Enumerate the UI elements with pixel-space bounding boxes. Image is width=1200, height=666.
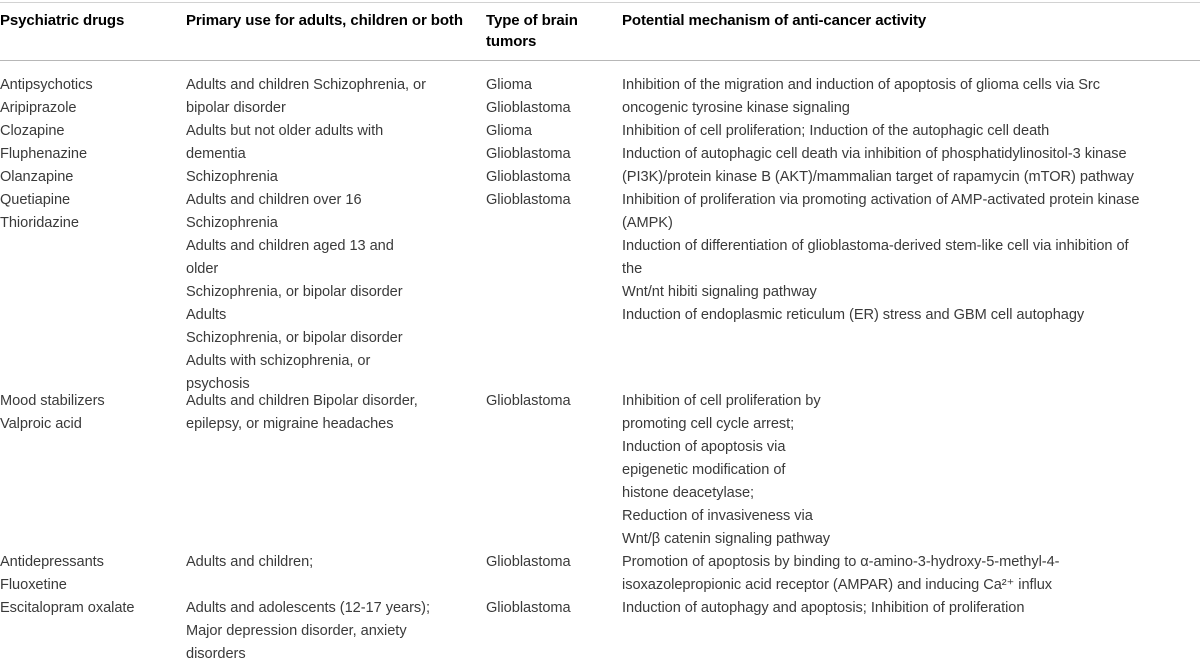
mechanism-line: Inhibition of proliferation via promoting activation of AMP-activated protein kinase [622,192,1140,208]
primary-use-line: epilepsy, or migraine headaches [186,416,394,432]
mechanism-line: promoting cell cycle arrest; [622,416,795,432]
mechanism-line: Induction of autophagic cell death via inhibition of phosphatidylinositol-3 kinase [622,146,1127,162]
primary-use-line: older [186,261,219,277]
header-line: Primary use for adults, children or both [186,12,463,29]
drug-name: Olanzapine [0,169,74,185]
primary-use-line: Major depression disorder, anxiety [186,623,407,639]
drug-name: Antipsychotics [0,77,93,93]
mechanism-line: epigenetic modification of [622,462,786,478]
primary-use-line: Adults and children Schizophrenia, or [186,77,426,93]
primary-use-line: Adults with schizophrenia, or [186,353,371,369]
primary-use-line: bipolar disorder [186,100,286,116]
header-line: Type of brain tumors [486,12,578,50]
primary-use-line: Adults and children; [186,554,314,570]
primary-use-line: Schizophrenia, or bipolar disorder [186,284,403,300]
tumor-type: Glioblastoma [486,169,571,185]
primary-use-line: Schizophrenia [186,215,278,231]
table-header-row [0,10,1200,58]
mechanism-line: isoxazolepropionic acid receptor (AMPAR) and inducing Ca²⁺ influx [622,577,1053,593]
drug-name: Thioridazine [0,215,79,231]
mechanism-line: Promotion of apoptosis by binding to α-amino-3-hydroxy-5-methyl-4- [622,554,1060,570]
primary-use-line: dementia [186,146,246,162]
drug-name: Escitalopram oxalate [0,600,135,616]
drug-name: Clozapine [0,123,65,139]
column-header-tumor-type [486,10,620,52]
mechanism-line: Reduction of invasiveness via [622,508,813,524]
mechanism-line: the [622,261,643,277]
drug-names-cell-mood-stabilizers [0,390,184,436]
drug-names-cell-antipsychotics [0,74,184,235]
column-header-mechanism [622,10,1200,31]
mechanism-line: Induction of differentiation of glioblastoma-derived stem-like cell via inhibition of [622,238,1129,254]
drug-name: Aripiprazole [0,100,77,116]
tumor-type: Glioblastoma [486,192,571,208]
primary-use-cell-antipsychotics [186,74,482,396]
tumor-type-cell-antipsychotics [486,74,620,212]
mechanism-cell-antidepressants [622,551,1200,620]
drug-name: Antidepressants [0,554,104,570]
mechanism-line: Induction of endoplasmic reticulum (ER) stress and GBM cell autophagy [622,307,1085,323]
mechanism-line: Inhibition of cell proliferation; Induction of the autophagic cell death [622,123,1050,139]
column-header-psychiatric-drugs [0,10,184,31]
primary-use-line: Schizophrenia, or bipolar disorder [186,330,403,346]
mechanism-line: (AMPK) [622,215,673,231]
primary-use-line: Adults and children aged 13 and [186,238,394,254]
primary-use-cell-mood-stabilizers [186,390,482,436]
mechanism-cell-mood-stabilizers [622,390,1200,551]
tumor-type: Glioblastoma [486,393,571,409]
tumor-type: Glioblastoma [486,146,571,162]
tumor-type-cell-antidepressants [486,551,620,620]
mechanism-line: Inhibition of the migration and induction of apoptosis of glioma cells via Src [622,77,1100,93]
tumor-type: Glioma [486,123,532,139]
mechanism-line: Inhibition of cell proliferation by [622,393,821,409]
header-line: Potential mechanism of anti-cancer activity [622,12,927,29]
mechanism-line: histone deacetylase; [622,485,755,501]
primary-use-line: Schizophrenia [186,169,278,185]
tumor-type-cell-mood-stabilizers [486,390,620,413]
mechanism-line: (PI3K)/protein kinase B (AKT)/mammalian target of rapamycin (mTOR) pathway [622,169,1134,185]
primary-use-line: Adults and children over 16 [186,192,362,208]
drug-name: Quetiapine [0,192,71,208]
tumor-type: Glioma [486,77,532,93]
table-top-rule [0,2,1200,3]
tumor-type: Glioblastoma [486,100,571,116]
drug-names-cell-antidepressants [0,551,184,620]
primary-use-line: Adults and adolescents (12-17 years); [186,600,430,616]
mechanism-line: oncogenic tyrosine kinase signaling [622,100,850,116]
header-line: Psychiatric drugs [0,12,125,29]
primary-use-cell-antidepressants [186,551,482,666]
column-header-primary-use [186,10,482,31]
drug-name: Fluoxetine [0,577,67,593]
drug-name: Fluphenazine [0,146,88,162]
tumor-type: Glioblastoma [486,600,571,616]
mechanism-line: Induction of autophagy and apoptosis; Inhibition of proliferation [622,600,1025,616]
primary-use-line: psychosis [186,376,250,392]
primary-use-line: Adults and children Bipolar disorder, [186,393,418,409]
mechanism-cell-antipsychotics [622,74,1200,327]
primary-use-line: Adults but not older adults with [186,123,384,139]
tumor-type: Glioblastoma [486,554,571,570]
mechanism-line: Wnt/β catenin signaling pathway [622,531,831,547]
primary-use-line: Adults [186,307,227,323]
mechanism-line: Induction of apoptosis via [622,439,786,455]
drug-name: Mood stabilizers [0,393,105,409]
mechanism-line: Wnt/nt hibiti signaling pathway [622,284,817,300]
table-header-rule [0,60,1200,61]
primary-use-line: disorders [186,646,246,662]
drug-name: Valproic acid [0,416,82,432]
